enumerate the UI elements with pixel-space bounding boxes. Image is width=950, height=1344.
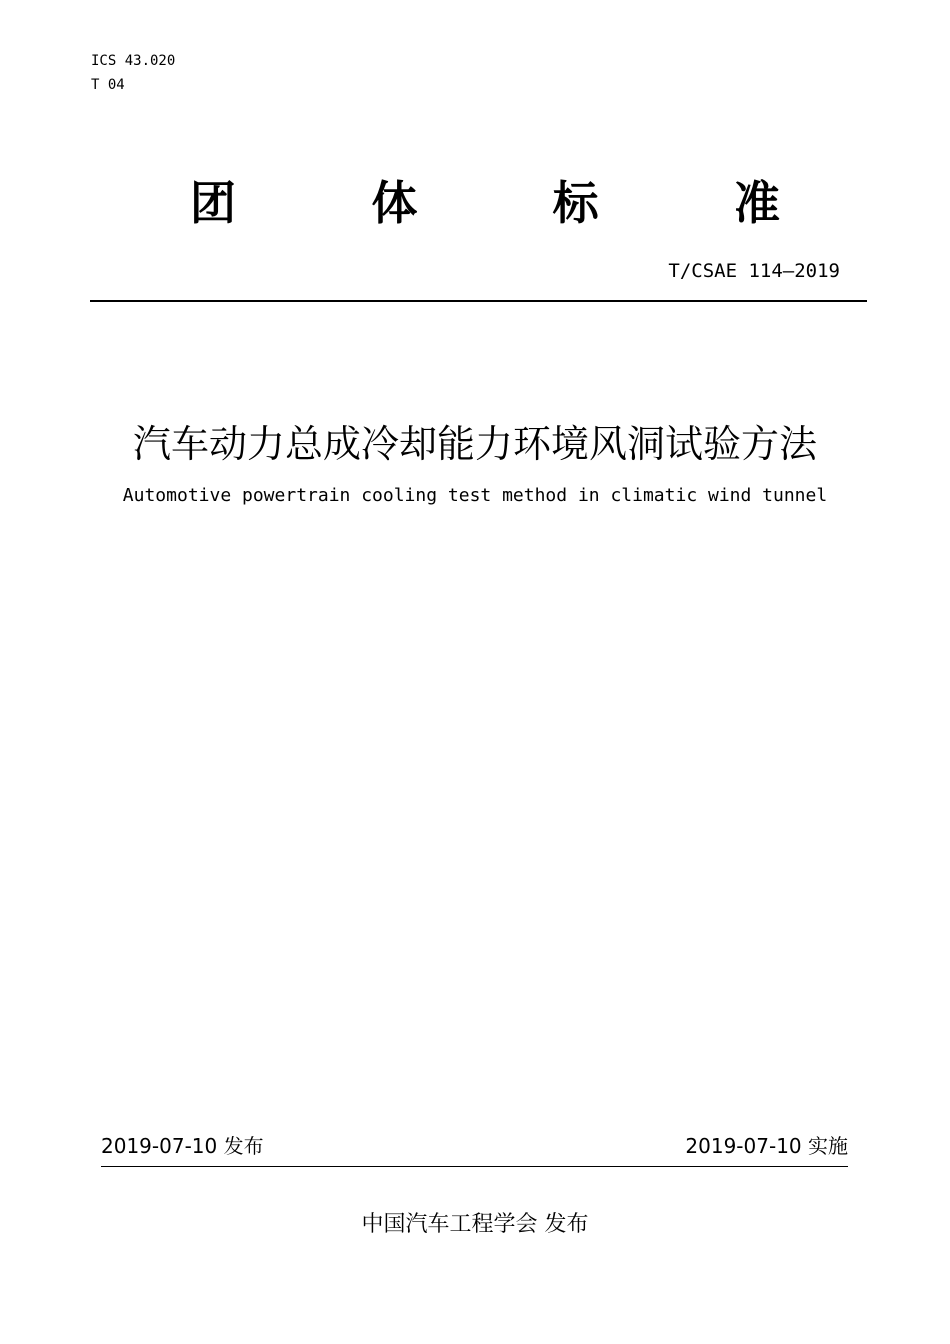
publish-date: 2019-07-10 发布 bbox=[101, 1134, 264, 1158]
heading-char: 准 bbox=[733, 176, 780, 230]
heading-char: 标 bbox=[552, 176, 599, 230]
implement-date: 2019-07-10 实施 bbox=[685, 1134, 848, 1158]
document-title-cn: 汽车动力总成冷却能力环境风洞试验方法 bbox=[132, 422, 817, 466]
publisher: 中国汽车工程学会 发布 bbox=[361, 1212, 589, 1237]
ics-code: ICS 43.020 bbox=[91, 53, 176, 69]
classification-codes bbox=[91, 49, 175, 97]
ccs-code: T 04 bbox=[91, 77, 125, 93]
standard-number: T/CSAE 114—2019 bbox=[668, 260, 840, 282]
heading-char: 团 bbox=[190, 176, 236, 230]
document-title-en: Automotive powertrain cooling test method in climatic wind tunnel bbox=[122, 485, 828, 506]
standard-type-heading bbox=[190, 175, 780, 231]
heading-char: 体 bbox=[371, 176, 418, 230]
top-divider bbox=[90, 300, 867, 302]
bottom-divider bbox=[101, 1166, 848, 1167]
